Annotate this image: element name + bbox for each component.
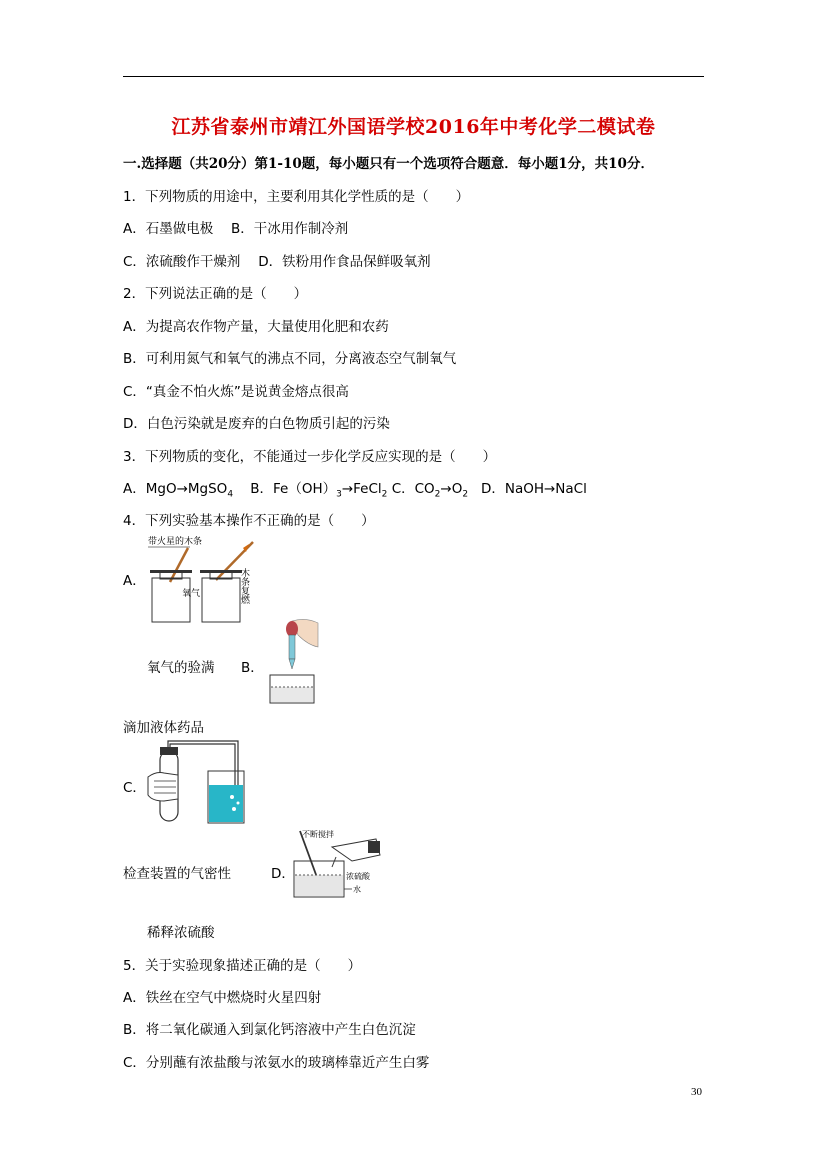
q4-c-caption: 检查装置的气密性 [123,866,231,882]
q4-d-letter: D． [271,866,295,882]
q3-option-b: B．Fe（OH） [250,481,337,497]
fig-d-label-acid: 浓硫酸 [346,872,370,881]
page-number: 30 [691,1086,702,1098]
q5-stem: 5．关于实验现象描述正确的是（ ） [123,958,362,974]
q4-d-caption: 稀释浓硫酸 [147,925,215,941]
q1-options-cd: C．浓硫酸作干燥剂 D．铁粉用作食品保鲜吸氧剂 [123,254,431,270]
figure-b-dropper [262,617,320,705]
q4-stem: 4．下列实验基本操作不正确的是（ ） [123,513,375,529]
q4-a-letter: A． [123,573,146,589]
q5-option-c: C．分别蘸有浓盐酸与浓氨水的玻璃棒靠近产生白雾 [123,1055,430,1071]
q3-b2-sub: 2 [381,489,388,500]
q3-option-c2: →O [440,481,463,497]
q3-c2-sub: 2 [462,489,469,500]
q5-option-a: A．铁丝在空气中燃烧时火星四射 [123,990,322,1006]
q1-stem: 1．下列物质的用途中，主要利用其化学性质的是（ ） [123,189,470,205]
q3-stem: 3．下列物质的变化，不能通过一步化学反应实现的是（ ） [123,449,497,465]
q4-c-letter: C． [123,780,146,796]
q3-a-sub: 4 [227,489,234,500]
page-title: 江苏省泰州市靖江外国语学校2016年中考化学二模试卷 [171,116,656,138]
q2-option-b: B．可利用氮气和氧气的沸点不同，分离液态空气制氧气 [123,351,457,367]
figure-a-oxygen-test [148,534,258,624]
q3-b-sub: 3 [336,489,342,500]
q1-options-ab: A．石墨做电极 B．干冰用作制冷剂 [123,221,349,237]
section-heading: 一.选择题（共20分）第1-10题，每小题只有一个选项符合题意．每小题1分，共10分． [123,156,654,172]
fig-a-label-top: 带火星的木条 [148,537,203,547]
q3-option-d: D．NaOH→NaCl [480,481,587,497]
q2-option-c: C．“真金不怕火炼”是说黄金熔点很高 [123,384,349,400]
fig-a-label-gas: 氧气 [182,589,201,599]
q2-stem: 2．下列说法正确的是（ ） [123,286,308,302]
q3-options [123,477,587,500]
q4-b-letter: B． [241,660,264,676]
q2-option-d: D．白色污染就是废弃的白色物质引起的污染 [123,416,390,432]
figure-c-airtightness [146,737,246,825]
header-rule [123,76,704,77]
fig-d-label-water: 水 [353,885,361,894]
q4-b-caption: 滴加液体药品 [123,720,204,736]
q4-a-caption: 氧气的验满 [147,660,215,676]
fig-a-label-right: 木条复燃 [239,568,249,604]
q3-option-c: C．CO [391,481,435,497]
q3-option-b2: →FeCl [341,481,382,497]
figure-d-dilute-acid [292,827,384,899]
fig-d-label-stir: 不断搅拌 [302,830,334,839]
q5-option-b: B．将二氧化碳通入到氯化钙溶液中产生白色沉淀 [123,1022,416,1038]
q3-option-a: A．MgO→MgSO [123,481,228,497]
q3-c-sub: 2 [434,489,441,500]
q2-option-a: A．为提高农作物产量，大量使用化肥和农药 [123,319,389,335]
